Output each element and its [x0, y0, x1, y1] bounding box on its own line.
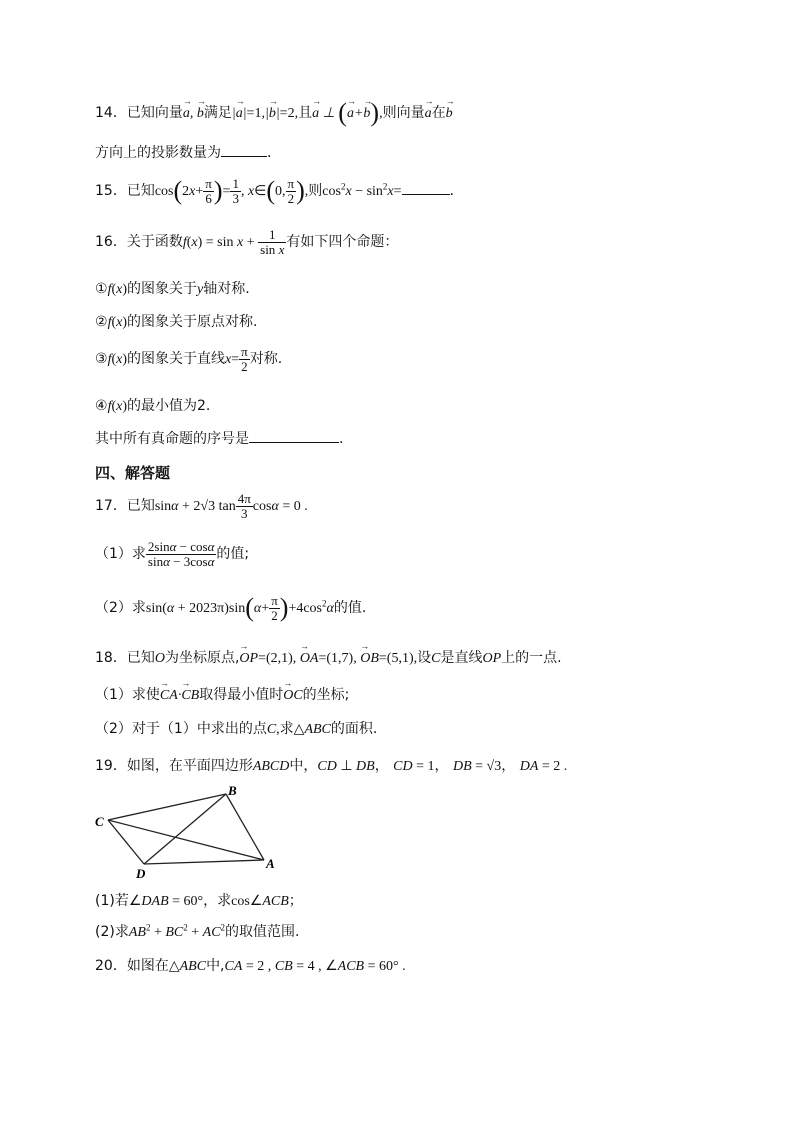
q17-s1: （1）求 $\frac{2\sin\alpha - \cos\alpha}{\sin\alpha - 3\cos\alpha}$ 的值;: [95, 539, 250, 569]
quadrilateral-figure: [92, 782, 282, 882]
q18-s1: （1）求使→ CA·→ CB取得最小值时→ OC的坐标;: [95, 684, 349, 704]
q16-p1: ①f(x)的图象关于y轴对称.: [95, 281, 250, 297]
section-heading: 四、解答题: [95, 464, 171, 482]
q19-s1: (1)若∠DAB = 60°，求cos∠ACB；: [95, 893, 303, 909]
q18-line: 18．已知O为坐标原点,→ OP=(2,1), → OA=(1,7), → OB=(5,1),设C是直线OP上的一点.: [95, 647, 562, 667]
q19-line: 19．如图，在平面四边形ABCD中，CD ⊥ DB， CD = 1， DB = √3， DA = 2 .: [95, 758, 568, 774]
q19-s2: (2)求$AB^2 + BC^2 + AC^2$的取值范围.: [95, 922, 300, 940]
answer-blank[interactable]: [402, 182, 450, 195]
q18-s2: （2）对于（1）中求出的点C,求△ABC的面积.: [95, 721, 378, 737]
q16-p4: ④f(x)的最小值为2.: [95, 398, 211, 414]
q14-line2: 方向上的投影数量为 .: [95, 145, 272, 161]
q16-p3: ③f(x)的图象关于直线x= $\frac{\pi}{2}$ 对称.: [95, 344, 283, 374]
answer-blank[interactable]: [221, 144, 267, 157]
q17-s2: （2）求sin(α + 2023π)sin(α+ $\frac{\pi}{2}$ )$+4\cos^2\alpha$的值.: [95, 593, 367, 623]
q14-line1: 14．已知向量→ a, → b满足|→ a|=1,|→ b|=2,且→ a ⊥ (→ a+→ b),则向量→ a在→ b: [95, 100, 453, 126]
label-d: D: [136, 866, 146, 881]
q20-line: 20．如图在△ABC中,CA = 2 , CB = 4 , ∠ACB = 60° .: [95, 958, 406, 974]
q16-ask: 其中所有真命题的序号是 .: [95, 431, 344, 447]
q16-p2: ②f(x)的图象关于原点对称.: [95, 314, 258, 330]
label-b: B: [228, 783, 237, 798]
q16-line: 16．关于函数f(x) = sin x + $\frac{1}{\text{sin x}}$ 有如下四个命题：: [95, 227, 399, 257]
q17-line: 17．已知sinα + 2√3 tan $\frac{4\pi}{3}$ cosα = 0 .: [95, 491, 308, 521]
q15-line: 15．已知cos(2x+ $\frac{\pi}{6}$ )= $\frac{1}{3}$ , x∈(0, $\frac{\pi}{2}$ ),则$\cos^2x - \sin^2x=$ .: [95, 176, 454, 206]
label-a: A: [266, 856, 275, 871]
label-c: C: [95, 814, 104, 829]
answer-blank[interactable]: [249, 430, 339, 443]
